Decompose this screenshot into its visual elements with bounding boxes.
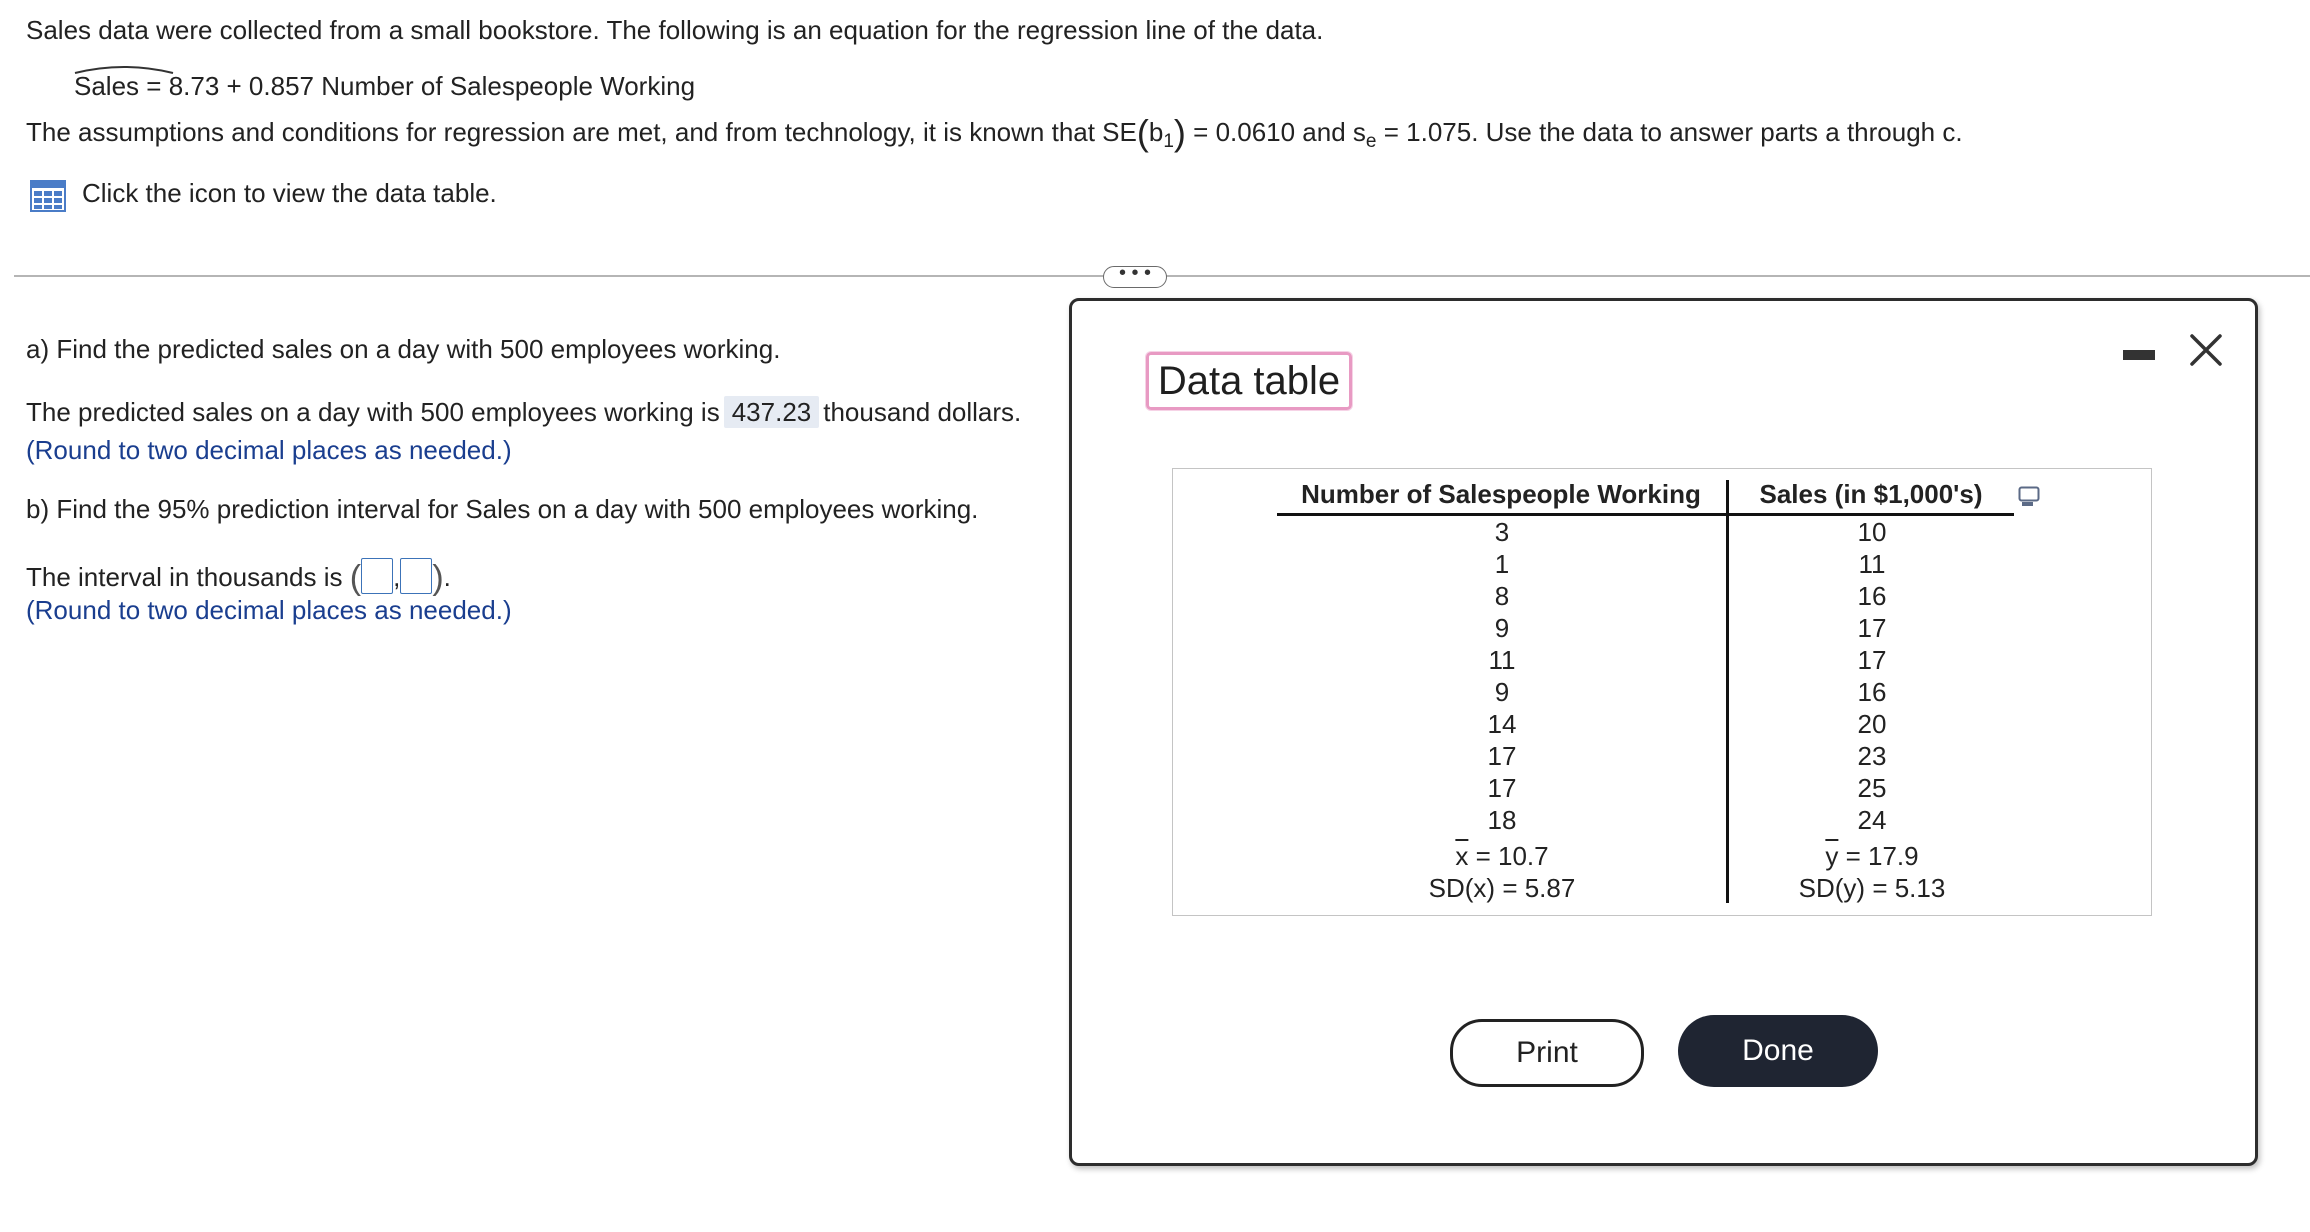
- minimize-icon[interactable]: [2123, 350, 2155, 360]
- x-value: 11: [1488, 645, 1516, 675]
- interval-paren-close: ): [432, 559, 444, 597]
- x-mean: [1402, 840, 1602, 872]
- x-bar-symbol: $\overline{x}$: [1455, 841, 1469, 871]
- x-value: 3: [1494, 517, 1510, 547]
- question-a-hint: (Round to two decimal places as needed.): [26, 435, 512, 465]
- modal-title: Data table: [1146, 352, 1352, 410]
- column-header-y: Sales (in $1,000's): [1759, 479, 1983, 509]
- interval-lower-input[interactable]: [361, 558, 393, 594]
- print-button[interactable]: Print: [1450, 1019, 1644, 1087]
- y-value: 16: [1857, 581, 1887, 611]
- y-bar-symbol: $\overline{y}$: [1825, 841, 1839, 871]
- y-mean-value: = 17.9: [1845, 841, 1919, 871]
- sales-hat-term: [74, 70, 139, 102]
- x-sd: SD(x) = 5.87: [1428, 873, 1576, 903]
- x-value: 14: [1487, 709, 1517, 739]
- x-value: 8: [1494, 581, 1510, 611]
- question-b-hint: (Round to two decimal places as needed.): [26, 595, 512, 625]
- x-value: 18: [1487, 805, 1517, 835]
- y-value: 17: [1857, 645, 1887, 675]
- y-value: 10: [1857, 517, 1887, 547]
- assumptions-end-text: = 1.075. Use the data to answer parts a through c.: [1383, 117, 1963, 147]
- more-options-button[interactable]: • • •: [1103, 266, 1167, 288]
- answer-b-pre: The interval in thousands is: [26, 562, 343, 592]
- data-table-frame: [1172, 468, 2152, 916]
- x-values-column: [1402, 516, 1602, 904]
- question-b-answer-line: [26, 558, 451, 597]
- b1-symbol: b: [1148, 117, 1164, 147]
- y-mean: [1772, 840, 1972, 872]
- x-value: 9: [1494, 613, 1510, 643]
- y-value: 11: [1858, 549, 1886, 579]
- interval-period: .: [443, 562, 451, 592]
- equation-rhs: = 8.73 + 0.857 Number of Salespeople Working: [146, 71, 696, 101]
- intro-line-1: Sales data were collected from a small bookstore. The following is an equation for the regression line of the data.: [26, 15, 1324, 45]
- x-value: 17: [1487, 741, 1517, 771]
- y-sd: SD(y) = 5.13: [1798, 873, 1946, 903]
- interval-comma: ,: [393, 562, 401, 592]
- y-value: 17: [1857, 613, 1887, 643]
- equation-lhs: Sales: [74, 71, 140, 101]
- grid-table-icon[interactable]: [30, 180, 66, 212]
- assumptions-text: The assumptions and conditions for regression are met, and from technology, it is known that SE: [26, 117, 1137, 147]
- paren-close: ): [1173, 112, 1186, 153]
- answer-a-pre: The predicted sales on a day with 500 employees working is: [26, 397, 720, 427]
- assumptions-line: [26, 112, 1963, 158]
- column-divider: [1726, 480, 1729, 903]
- paren-open: (: [1136, 112, 1149, 153]
- question-a-answer-line: [26, 396, 1021, 428]
- close-icon[interactable]: [2188, 332, 2224, 368]
- y-value: 20: [1857, 709, 1887, 739]
- x-value: 1: [1494, 549, 1510, 579]
- interval-paren-open: (: [349, 559, 362, 597]
- y-value: 25: [1857, 773, 1887, 803]
- answer-a-value[interactable]: 437.23: [724, 396, 820, 428]
- hat-symbol-icon: [74, 64, 174, 74]
- expand-icon[interactable]: [2018, 486, 2040, 508]
- question-b-prompt: b) Find the 95% prediction interval for Sales on a day with 500 employees working.: [26, 494, 979, 524]
- done-button[interactable]: Done: [1678, 1015, 1878, 1087]
- se-subscript: e: [1365, 131, 1377, 152]
- x-value: 9: [1494, 677, 1510, 707]
- se-value-text: = 0.0610 and s: [1193, 117, 1366, 147]
- answer-a-post: thousand dollars.: [823, 397, 1022, 427]
- b1-subscript: 1: [1163, 131, 1174, 152]
- y-value: 24: [1857, 805, 1887, 835]
- column-header-x: Number of Salespeople Working: [1301, 479, 1701, 509]
- interval-upper-input[interactable]: [400, 558, 432, 594]
- x-value: 17: [1487, 773, 1517, 803]
- y-value: 16: [1857, 677, 1887, 707]
- y-values-column: [1772, 516, 1972, 904]
- regression-equation: [74, 70, 695, 102]
- view-data-table-link[interactable]: Click the icon to view the data table.: [82, 178, 497, 208]
- x-mean-value: = 10.7: [1475, 841, 1549, 871]
- question-a-prompt: a) Find the predicted sales on a day with 500 employees working.: [26, 334, 781, 364]
- y-value: 23: [1857, 741, 1887, 771]
